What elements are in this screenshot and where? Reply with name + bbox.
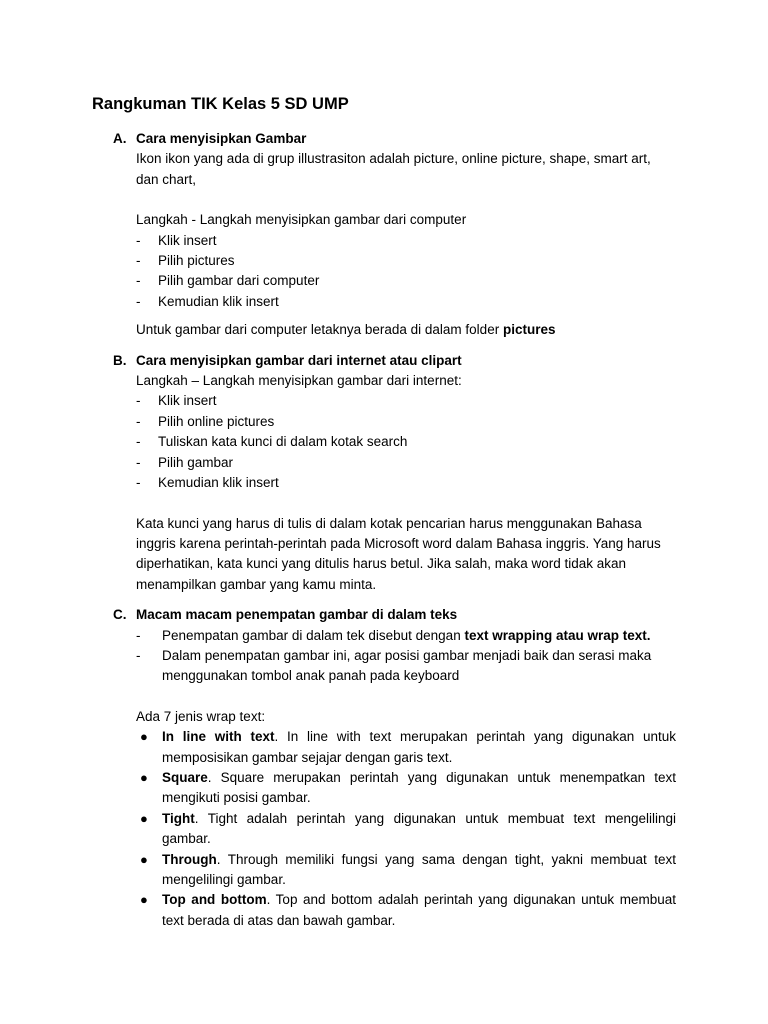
list-item: ● Tight. Tight adalah perintah yang digunakan untuk membuat text mengelilingi gambar. bbox=[140, 810, 676, 847]
list-item: ● Top and bottom. Top and bottom adalah perintah yang digunakan untuk membuat text berada di atas dan bawah gambar. bbox=[140, 892, 676, 928]
section-heading: Cara menyisipkan gambar dari internet atau clipart bbox=[136, 352, 462, 368]
steps-list bbox=[136, 391, 676, 493]
list-item: ● Square. Square merupakan perintah yang digunakan untuk menempatkan text mengikuti posisi gambar. bbox=[140, 769, 676, 806]
steps-title: Langkah – Langkah menyisipkan gambar dari internet: bbox=[136, 373, 462, 389]
list-item: - Klik insert bbox=[136, 232, 217, 248]
section-note: Kata kunci yang harus di tulis di dalam kotak pencarian harus menggunakan Bahasa inggris karena perintah-perintah pada Microsoft word dalam Bahasa inggris. Yang harus diperhatikan, kata kunci yang ditulis harus betul. Jika salah, maka word tidak akan menampilkan gambar yang kamu minta. bbox=[136, 515, 661, 592]
bullet-icon: ● bbox=[140, 810, 148, 826]
section-heading: Macam macam penempatan gambar di dalam teks bbox=[136, 607, 458, 623]
section-heading: Cara menyisipkan Gambar bbox=[136, 131, 307, 146]
section-letter: A. bbox=[113, 131, 127, 146]
bullet-icon: ● bbox=[140, 729, 148, 745]
section-b bbox=[92, 351, 676, 595]
section-letter: C. bbox=[113, 607, 127, 623]
list-item: - Pilih online pictures bbox=[136, 413, 275, 429]
list-item: ● In line with text. In line with text merupakan perintah yang digunakan untuk memposisikan gambar sejajar dengan garis text. bbox=[140, 729, 676, 765]
list-item: - Penempatan gambar di dalam tek disebut dengan text wrapping atau wrap text. bbox=[136, 627, 651, 643]
section-intro: Ikon ikon yang ada di grup illustrasiton adalah picture, online picture, shape, smart art, dan chart, bbox=[136, 151, 651, 187]
bullet-icon: ● bbox=[140, 769, 148, 785]
list-item: - Klik insert bbox=[136, 393, 217, 409]
list-item: - Dalam penempatan gambar ini, agar posisi gambar menjadi baik dan serasi maka menggunakan tombol anak panah pada keyboard bbox=[136, 647, 652, 684]
section-letter: B. bbox=[113, 352, 127, 368]
wrap-types-list bbox=[136, 727, 676, 931]
types-title: Ada 7 jenis wrap text: bbox=[136, 708, 266, 724]
list-item: - Pilih pictures bbox=[136, 253, 235, 269]
steps-title: Langkah - Langkah menyisipkan gambar dari computer bbox=[136, 212, 467, 228]
bullet-icon: ● bbox=[140, 851, 148, 867]
list-item: - Pilih gambar bbox=[136, 454, 234, 470]
list-item: - Tuliskan kata kunci di dalam kotak search bbox=[136, 434, 408, 450]
list-item: - Kemudian klik insert bbox=[136, 475, 279, 491]
points-list bbox=[136, 626, 676, 687]
list-item: - Pilih gambar dari computer bbox=[136, 273, 320, 289]
section-a bbox=[92, 129, 676, 341]
list-item: ● Through. Through memiliki fungsi yang sama dengan tight, yakni membuat text mengelilingi gambar. bbox=[140, 851, 676, 887]
bullet-icon: ● bbox=[140, 892, 148, 908]
list-item: - Kemudian klik insert bbox=[136, 293, 279, 309]
steps-list bbox=[136, 231, 676, 313]
document-title: Rangkuman TIK Kelas 5 SD UMP bbox=[92, 95, 349, 113]
section-c bbox=[92, 605, 676, 931]
section-note: Untuk gambar dari computer letaknya berada di dalam folder pictures bbox=[136, 322, 556, 338]
